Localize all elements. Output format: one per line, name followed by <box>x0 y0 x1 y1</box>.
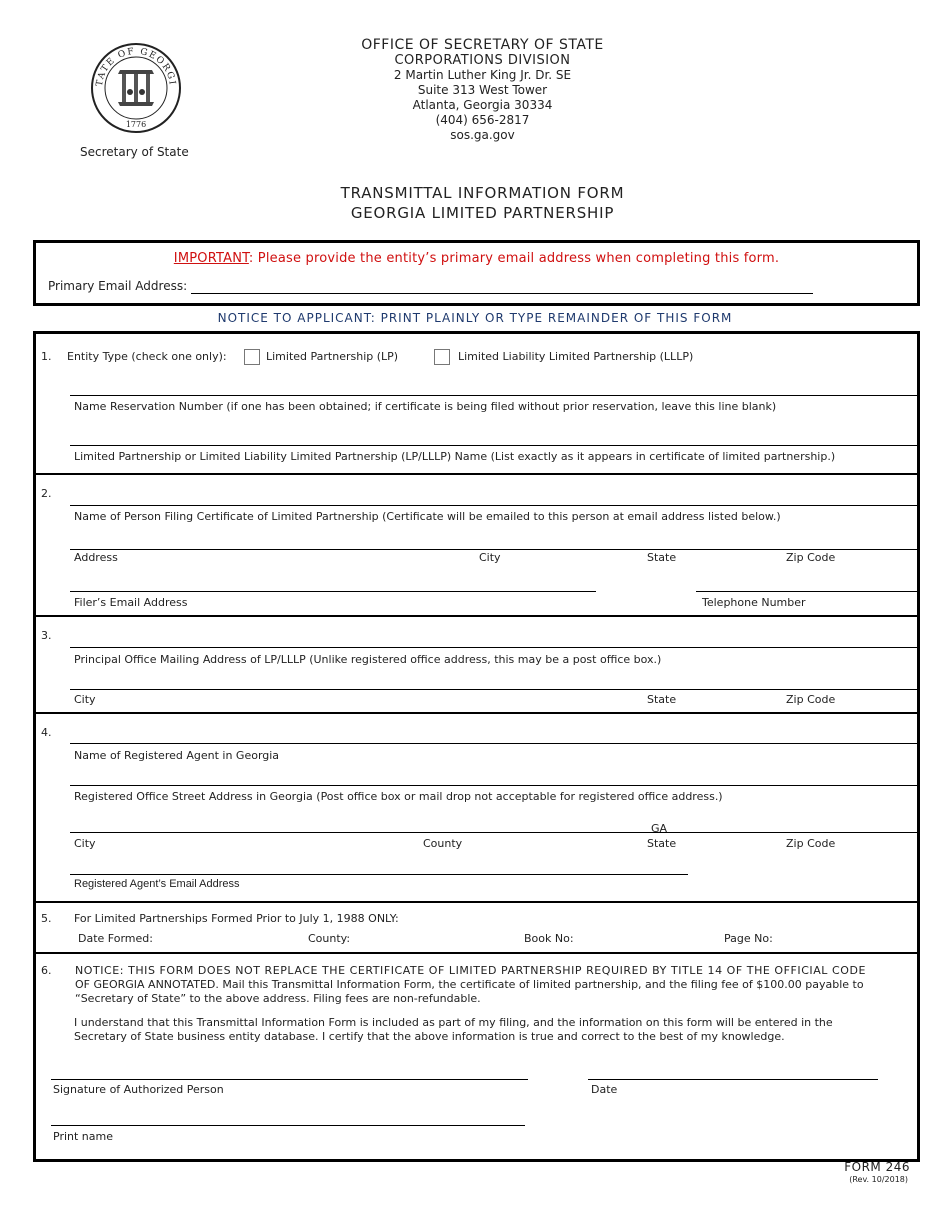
principal-zip-label: Zip Code <box>786 693 836 706</box>
filer-address-label: Address <box>74 551 118 564</box>
lllp-checkbox[interactable] <box>434 349 450 365</box>
division-name: CORPORATIONS DIVISION <box>394 53 571 68</box>
name-reservation-field[interactable] <box>70 395 917 396</box>
form-revision: (Rev. 10/2018) <box>849 1175 908 1184</box>
date-field[interactable] <box>588 1079 878 1080</box>
filer-state-label: State <box>647 551 677 564</box>
agent-zip-label: Zip Code <box>786 837 836 850</box>
seal-caption: Secretary of State <box>80 145 189 159</box>
office-name: OFFICE OF SECRETARY OF STATE <box>361 37 604 53</box>
principal-city-label: City <box>74 693 96 706</box>
section-2-number: 2. <box>41 487 52 500</box>
entity-type-label: Entity Type (check one only): <box>67 350 227 363</box>
section-divider <box>36 901 917 903</box>
agent-email-label: Registered Agent’s Email Address <box>74 878 240 890</box>
agent-name-label: Name of Registered Agent in Georgia <box>74 749 280 762</box>
address-line-3: Atlanta, Georgia 30334 <box>412 98 553 112</box>
section-3-number: 3. <box>41 629 52 642</box>
notice-to-applicant: NOTICE TO APPLICANT: PRINT PLAINLY OR TYPE REMAINDER OF THIS FORM <box>217 311 733 325</box>
signature-field[interactable] <box>51 1079 528 1080</box>
filer-email-field[interactable] <box>70 591 596 592</box>
section-1-number: 1. <box>41 350 52 363</box>
agent-city-label: City <box>74 837 96 850</box>
seal-text: TATE OF GEORGI <box>94 46 177 87</box>
certification-text <box>74 1016 914 1044</box>
telephone-label: Telephone Number <box>702 596 806 609</box>
form-title-line-2: GEORGIA LIMITED PARTNERSHIP <box>350 204 615 222</box>
section-5-number: 5. <box>41 912 52 925</box>
agent-city-field[interactable] <box>70 832 917 833</box>
certify-line-2: Secretary of State business entity database. I certify that the above information is true and correct to the best of my knowledge. <box>74 1030 785 1043</box>
notice-line-3: “Secretary of State” to the above address. Filing fees are non-refundable. <box>75 992 481 1005</box>
lp-checkbox[interactable] <box>244 349 260 365</box>
filer-address-field[interactable] <box>70 549 917 550</box>
section-divider <box>36 952 917 954</box>
lllp-option-label: Limited Liability Limited Partnership (LLLP) <box>458 350 694 363</box>
filer-zip-label: Zip Code <box>786 551 836 564</box>
important-box <box>33 240 920 306</box>
date-formed-label: Date Formed: <box>78 932 153 945</box>
office-header <box>300 38 665 143</box>
georgia-state-seal <box>90 42 182 134</box>
agent-state-label: State <box>647 837 677 850</box>
entity-name-field[interactable] <box>70 445 917 446</box>
print-name-field[interactable] <box>51 1125 525 1126</box>
principal-address-label: Principal Office Mailing Address of LP/LLLP (Unlike registered office address, this may be a post office box.) <box>74 653 662 666</box>
section-4-number: 4. <box>41 726 52 739</box>
phone-number: (404) 656-2817 <box>435 113 530 127</box>
important-text: : Please provide the entity’s primary email address when completing this form. <box>248 251 780 266</box>
principal-address-field[interactable] <box>70 647 917 648</box>
page-number-label: Page No: <box>724 932 773 945</box>
website: sos.ga.gov <box>450 128 515 142</box>
signature-label: Signature of Authorized Person <box>53 1083 224 1096</box>
county-formed-label: County: <box>308 932 351 945</box>
lp-option-label: Limited Partnership (LP) <box>266 350 399 363</box>
book-number-label: Book No: <box>524 932 574 945</box>
filing-notice <box>75 964 913 1006</box>
important-label: IMPORTANT <box>173 251 249 266</box>
filer-email-label: Filer’s Email Address <box>74 596 188 609</box>
seal-year: 1776 <box>125 120 147 129</box>
certify-line-1: I understand that this Transmittal Information Form is included as part of my filing, and the information on this form will be entered in the <box>74 1016 833 1029</box>
principal-city-field[interactable] <box>70 689 917 690</box>
date-label: Date <box>591 1083 618 1096</box>
primary-email-field[interactable] <box>191 293 813 294</box>
agent-state-value[interactable]: GA <box>651 822 668 835</box>
agent-county-label: County <box>423 837 463 850</box>
filer-name-label: Name of Person Filing Certificate of Limited Partnership (Certificate will be emailed to this person at email address listed below.) <box>74 510 781 523</box>
address-line-1: 2 Martin Luther King Jr. Dr. SE <box>393 68 572 82</box>
section-divider <box>36 712 917 714</box>
important-notice <box>36 251 917 266</box>
section-divider <box>36 615 917 617</box>
filer-city-label: City <box>479 551 501 564</box>
notice-line-2: OF GEORGIA ANNOTATED. Mail this Transmittal Information Form, the certificate of limited partnership, and the filing fee of $100.00 payable to <box>75 978 864 991</box>
filer-name-field[interactable] <box>70 505 917 506</box>
form-title <box>240 183 725 223</box>
print-name-label: Print name <box>53 1130 113 1143</box>
address-line-2: Suite 313 West Tower <box>417 83 548 97</box>
registered-office-label: Registered Office Street Address in Georgia (Post office box or mail drop not acceptable for registered office address.) <box>74 790 723 803</box>
entity-name-label: Limited Partnership or Limited Liability Limited Partnership (LP/LLLP) Name (List exactly as it appears in certificate of limited partnership.) <box>74 450 836 463</box>
section-5-heading: For Limited Partnerships Formed Prior to July 1, 1988 ONLY: <box>74 912 399 925</box>
form-title-line-1: TRANSMITTAL INFORMATION FORM <box>340 184 625 202</box>
svg-text:STATE OF GEORGIA <box>90 42 177 87</box>
primary-email-label: Primary Email Address: <box>48 279 188 293</box>
form-number: FORM 246 <box>844 1160 910 1174</box>
section-6-number: 6. <box>41 964 52 977</box>
telephone-field[interactable] <box>696 591 917 592</box>
section-divider <box>36 473 917 475</box>
name-reservation-label: Name Reservation Number (if one has been obtained; if certificate is being filed without prior reservation, leave this line blank) <box>74 400 777 413</box>
registered-office-field[interactable] <box>70 785 917 786</box>
main-form-box <box>33 331 920 1162</box>
notice-line-1: NOTICE: THIS FORM DOES NOT REPLACE THE CERTIFICATE OF LIMITED PARTNERSHIP REQUIRED BY TITLE 14 OF THE OFFICIAL CODE <box>75 964 866 977</box>
agent-name-field[interactable] <box>70 743 917 744</box>
agent-email-field[interactable] <box>70 874 688 875</box>
principal-state-label: State <box>647 693 677 706</box>
